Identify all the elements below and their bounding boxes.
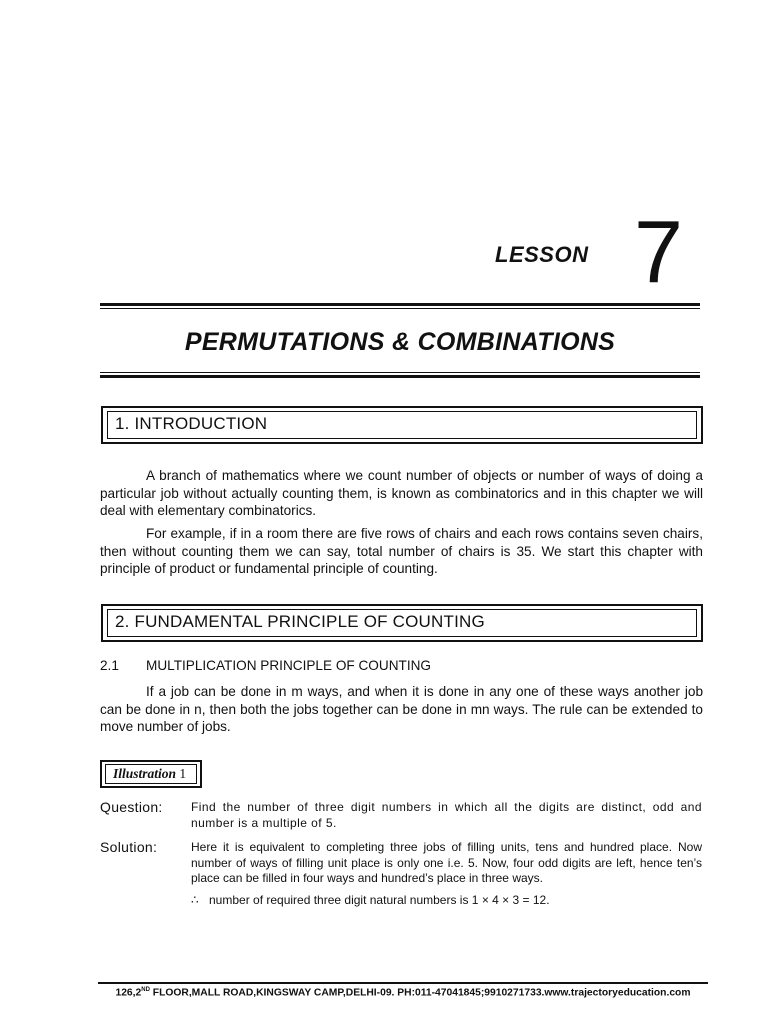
lesson-number: 7 bbox=[634, 202, 683, 301]
title-rule-top-thick bbox=[100, 303, 700, 306]
intro-paragraph-1 bbox=[100, 467, 703, 520]
footer-text: FLOOR,MALL ROAD,KINGSWAY CAMP,DELHI-09. PH:011-47041845;9910271733.www.trajectoryeducation.com bbox=[149, 987, 691, 999]
question-label: Question: bbox=[100, 799, 163, 815]
solution-text: Here it is equivalent to completing three jobs of filling units, tens and hundred place. Now number of ways of filling unit place is only one i.e. 5. Now, four odd digits are left, hence ten’s place can be filled in four ways and hundred’s place in three ways. bbox=[191, 840, 702, 885]
multiplication-paragraph bbox=[100, 683, 703, 736]
section-2-heading-box bbox=[101, 604, 703, 642]
intro-paragraph-2 bbox=[100, 525, 703, 578]
subsection-title: MULTIPLICATION PRINCIPLE OF COUNTING bbox=[146, 658, 431, 673]
footer-address bbox=[98, 987, 708, 998]
illustration-badge-inner bbox=[105, 764, 197, 784]
footer-superscript: ND bbox=[141, 987, 150, 993]
title-rule-bottom-thin bbox=[100, 372, 700, 373]
question-text: Find the number of three digit numbers in which all the digits are distinct, odd and number is a multiple of 5. bbox=[191, 800, 702, 830]
conclusion-line bbox=[191, 893, 550, 907]
intro-paragraph-1-text: A branch of mathematics where we count number of objects or number of ways of doing a particular job without actually counting them, is known as combinatorics and in this chapter we will deal with elementary combinatorics. bbox=[100, 468, 703, 518]
therefore-symbol: ∴ bbox=[191, 893, 199, 907]
footer-rule bbox=[98, 982, 708, 984]
intro-paragraph-2-text: For example, if in a room there are five rows of chairs and each rows contains seven chairs, then without counting them we can say, total number of chairs is 35. We start this chapter with principle of product or fundamental principle of counting. bbox=[100, 526, 703, 576]
illustration-badge bbox=[100, 760, 202, 788]
illustration-number: 1 bbox=[179, 766, 187, 781]
multiplication-paragraph-text: If a job can be done in m ways, and when it is done in any one of these ways another job can be done in n, then both the jobs together can be done in mn ways. The rule can be extended to move number of jobs. bbox=[100, 684, 703, 734]
illustration-label: Illustration bbox=[113, 766, 177, 781]
solution-label: Solution: bbox=[100, 839, 158, 855]
chapter-title: PERMUTATIONS & COMBINATIONS bbox=[184, 328, 616, 356]
title-rule-top-thin bbox=[100, 308, 700, 309]
section-1-heading-box bbox=[101, 406, 703, 444]
lesson-label: LESSON bbox=[495, 242, 589, 267]
subsection-number: 2.1 bbox=[100, 658, 119, 673]
footer-prefix: 126,2 bbox=[115, 987, 142, 999]
section-2-title: 2. FUNDAMENTAL PRINCIPLE OF COUNTING bbox=[115, 612, 485, 631]
title-rule-bottom-thick bbox=[100, 375, 700, 378]
conclusion-text: number of required three digit natural numbers is 1 × 4 × 3 = 12. bbox=[209, 893, 550, 907]
subsection-heading bbox=[100, 658, 431, 673]
section-1-title: 1. INTRODUCTION bbox=[115, 414, 268, 433]
